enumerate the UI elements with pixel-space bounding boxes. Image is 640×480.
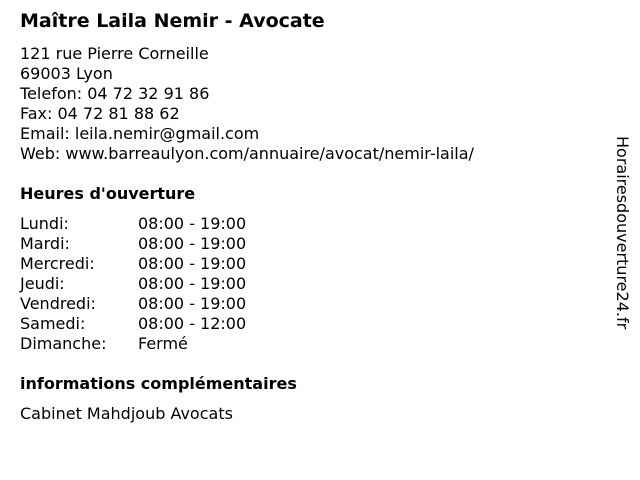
time-range: 08:00 - 19:00 <box>138 254 247 273</box>
time-range: Fermé <box>138 334 188 353</box>
additional-info-text: Cabinet Mahdjoub Avocats <box>20 404 233 423</box>
day-label: Vendredi: <box>20 294 96 313</box>
time-range: 08:00 - 12:00 <box>138 314 247 333</box>
hours-row-monday <box>20 214 246 234</box>
hours-row-friday <box>20 294 246 314</box>
opening-hours-heading: Heures d'ouverture <box>20 184 196 203</box>
time-range: 08:00 - 19:00 <box>138 214 247 233</box>
day-label: Samedi: <box>20 314 86 333</box>
additional-info-heading: informations complémentaires <box>20 374 297 393</box>
time-range: 08:00 - 19:00 <box>138 234 247 253</box>
hours-row-wednesday <box>20 254 246 274</box>
hours-row-tuesday <box>20 234 246 254</box>
day-label: Mardi: <box>20 234 70 253</box>
day-label: Jeudi: <box>20 274 65 293</box>
site-watermark: Horairesdouverture24.fr <box>613 136 632 330</box>
website-link: Web: www.barreaulyon.com/annuaire/avocat/nemir-laila/ <box>20 144 474 163</box>
fax-number: Fax: 04 72 81 88 62 <box>20 104 180 123</box>
email-address: Email: leila.nemir@gmail.com <box>20 124 260 143</box>
time-range: 08:00 - 19:00 <box>138 274 247 293</box>
address-street: 121 rue Pierre Corneille <box>20 44 209 63</box>
page-title: Maître Laila Nemir - Avocate <box>20 10 325 32</box>
address-city: 69003 Lyon <box>20 64 113 83</box>
time-range: 08:00 - 19:00 <box>138 294 247 313</box>
day-label: Mercredi: <box>20 254 95 273</box>
contact-block <box>20 44 474 164</box>
hours-row-sunday <box>20 334 246 354</box>
opening-hours-table <box>20 214 246 354</box>
day-label: Lundi: <box>20 214 69 233</box>
hours-row-saturday <box>20 314 246 334</box>
day-label: Dimanche: <box>20 334 107 353</box>
phone-number: Telefon: 04 72 32 91 86 <box>20 84 210 103</box>
hours-row-thursday <box>20 274 246 294</box>
